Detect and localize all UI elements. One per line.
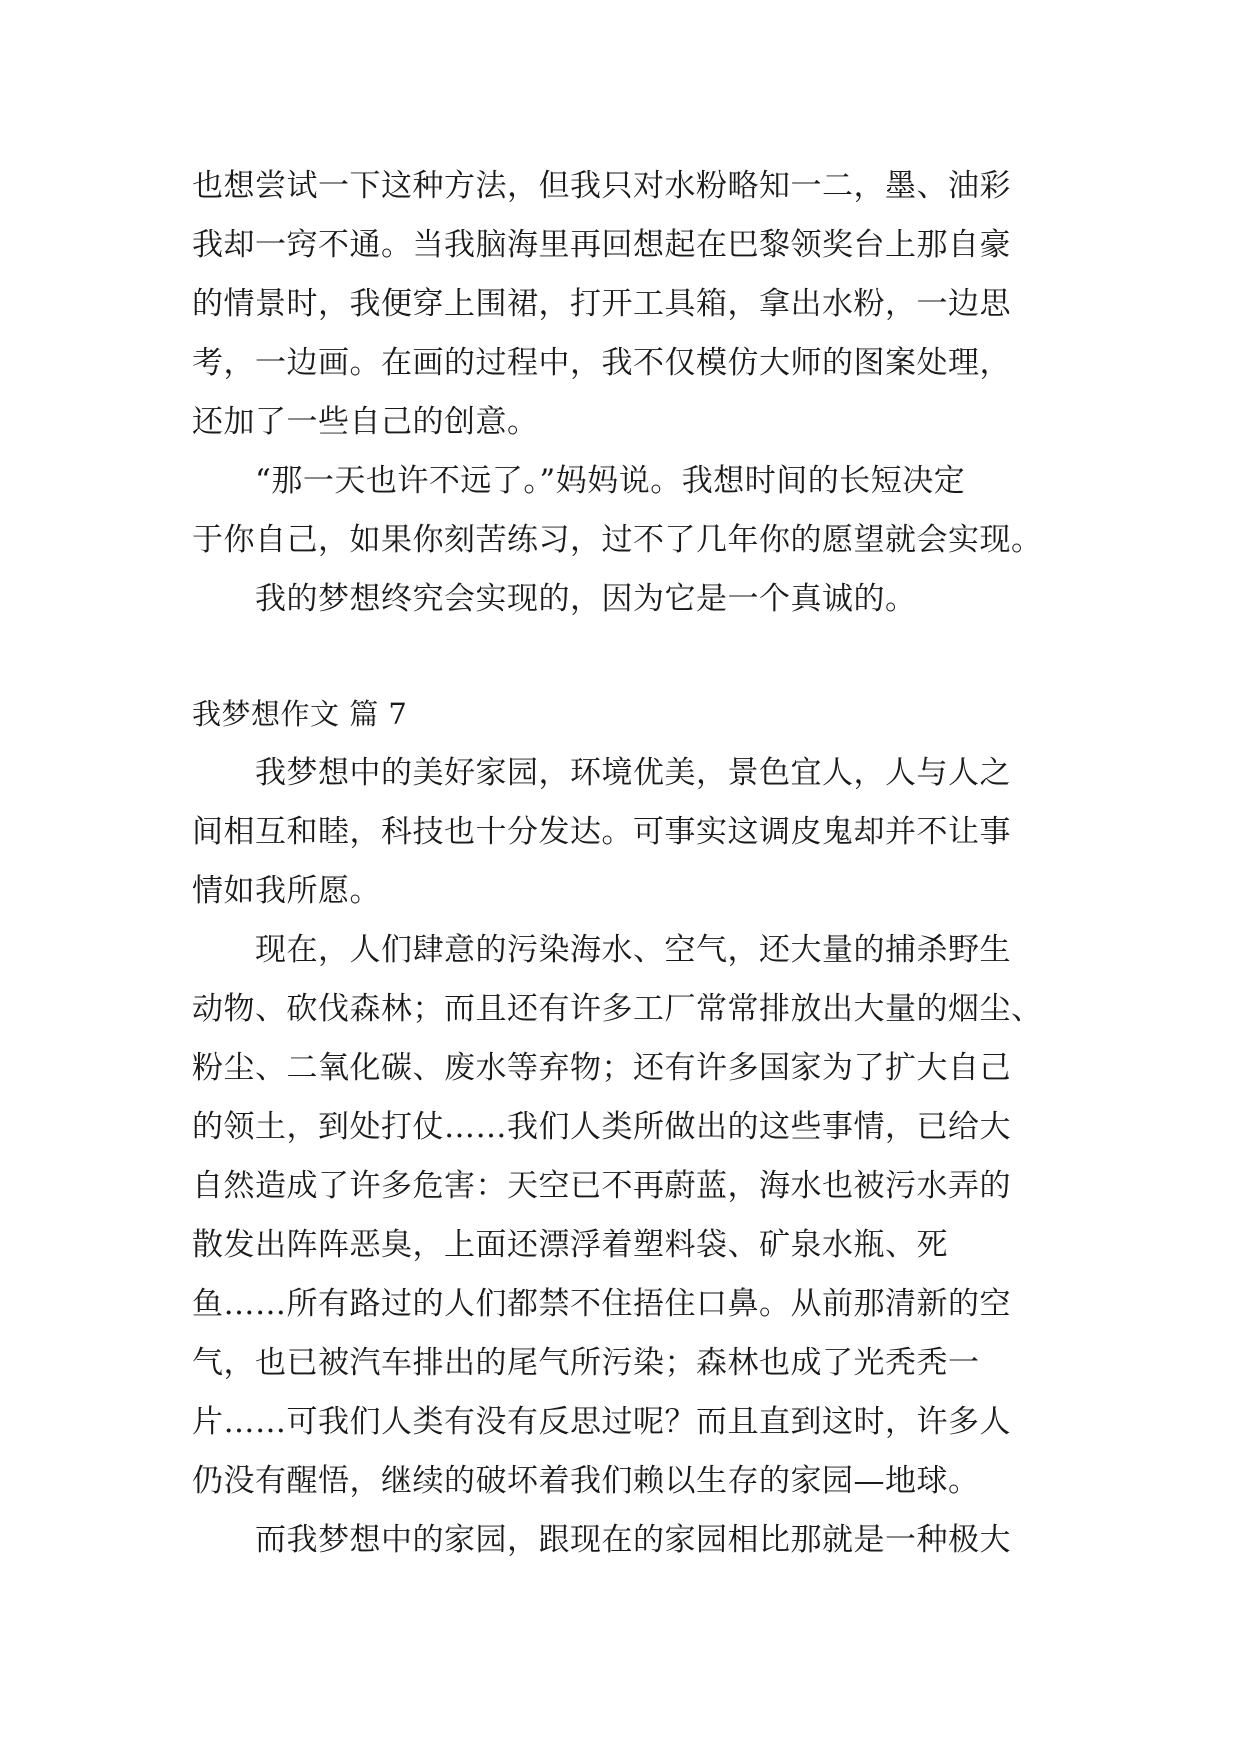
text-line: 考，一边画。在画的过程中，我不仅模仿大师的图案处理， <box>192 345 1011 381</box>
text-line: 散发出阵阵恶臭，上面还漂浮着塑料袋、矿泉水瓶、死 <box>192 1227 948 1263</box>
text-line: 也想尝试一下这种方法，但我只对水粉略知一二，墨、油彩 <box>192 168 1011 204</box>
text-line: 动物、砍伐森林；而且还有许多工厂常常排放出大量的烟尘、 <box>192 991 1043 1027</box>
text-line: 气，也已被汽车排出的尾气所污染；森林也成了光秃秃一 <box>192 1345 980 1381</box>
text-line: 鱼……所有路过的人们都禁不住捂住口鼻。从前那清新的空 <box>192 1286 1011 1322</box>
text-line: 于你自己，如果你刻苦练习，过不了几年你的愿望就会实现。 <box>192 522 1043 558</box>
paragraph-start-line: “那一天也许不远了。”妈妈说。我想时间的长短决定 <box>255 463 966 499</box>
text-line: 的情景时，我便穿上围裙，打开工具箱，拿出水粉，一边思 <box>192 286 1011 322</box>
text-line: 片……可我们人类有没有反思过呢？而且直到这时，许多人 <box>192 1404 1011 1440</box>
paragraph-start-line: 现在，人们肆意的污染海水、空气，还大量的捕杀野生 <box>255 932 1011 968</box>
paragraph-start-line: 而我梦想中的家园，跟现在的家园相比那就是一种极大 <box>255 1522 1011 1558</box>
text-line: 自然造成了许多危害：天空已不再蔚蓝，海水也被污水弄的 <box>192 1168 1011 1204</box>
text-line: 的领土，到处打仗……我们人类所做出的这些事情，已给大 <box>192 1109 1011 1145</box>
text-line: 间相互和睦，科技也十分发达。可事实这调皮鬼却并不让事 <box>192 814 1011 850</box>
text-line: 情如我所愿。 <box>192 873 381 909</box>
paragraph-start-line: 我梦想中的美好家园，环境优美，景色宜人，人与人之 <box>255 755 1011 791</box>
paragraph-start-line: 我的梦想终究会实现的，因为它是一个真诚的。 <box>255 581 917 617</box>
text-line: 仍没有醒悟，继续的破坏着我们赖以生存的家园—地球。 <box>192 1463 980 1499</box>
text-line: 我却一窍不通。当我脑海里再回想起在巴黎领奖台上那自豪 <box>192 227 1011 263</box>
section-heading: 我梦想作文 篇 7 <box>192 697 408 731</box>
text-line: 还加了一些自己的创意。 <box>192 404 539 440</box>
text-line: 粉尘、二氧化碳、废水等弃物；还有许多国家为了扩大自己 <box>192 1050 1011 1086</box>
